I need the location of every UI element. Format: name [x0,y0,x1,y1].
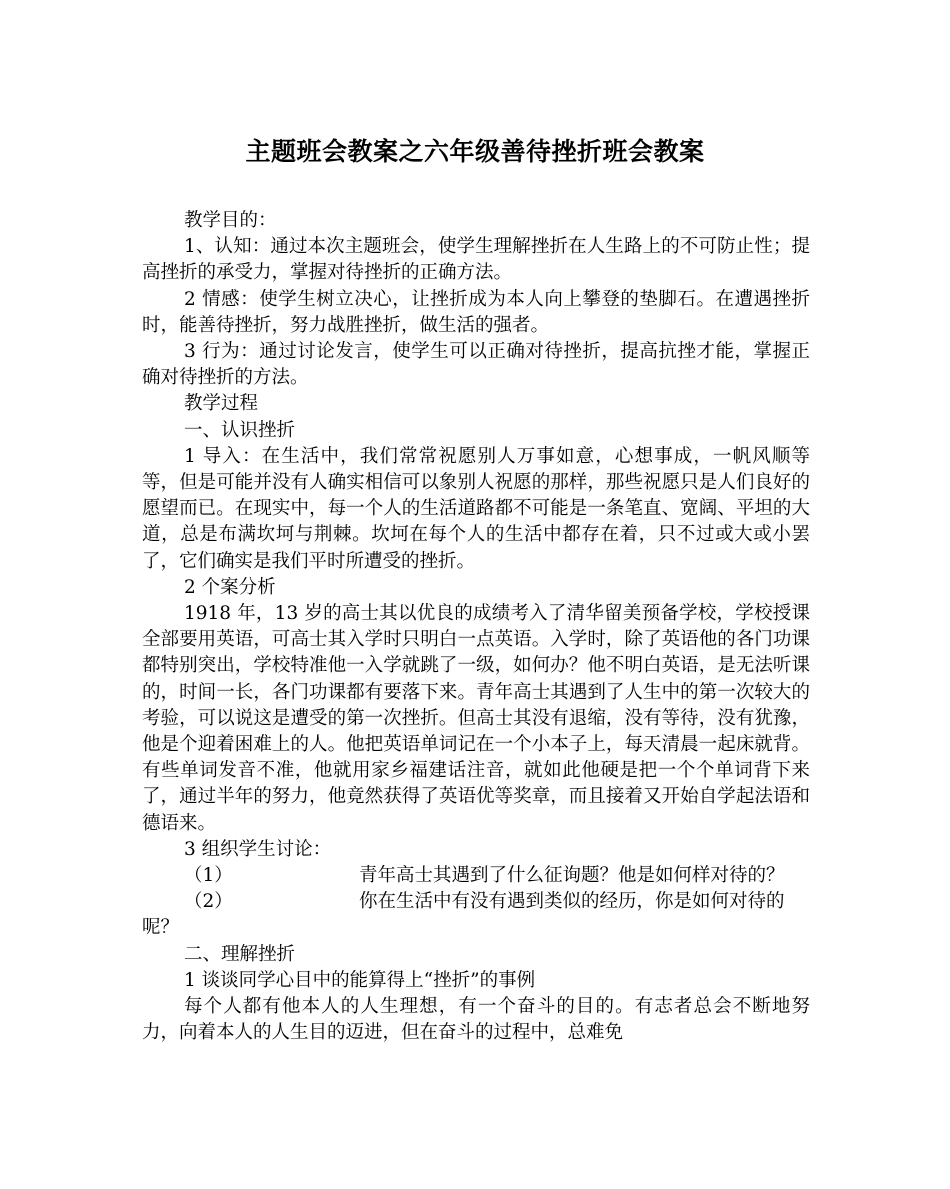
section-heading: 一、认识挫折 [184,419,296,441]
paragraph: 教学目的： [184,210,277,231]
document-body [142,208,810,1047]
paragraph: 2 情感：使学生树立决心，让挫折成为本人向上攀登的垫脚石。在遭遇挫折时，能善待挫折，努力战胜挫折，做生活的强者。 [142,288,810,336]
subsection-heading: 3 组织学生讨论： [184,838,332,860]
question-number: （2） [184,891,233,913]
question-text: 你在生活中有没有遇到类似的经历，你是如何对待的呢？ [142,891,785,939]
question-number: （1） [184,865,233,887]
question-text: 青年高士其遇到了什么征询题？他是如何样对待的？ [359,865,785,887]
paragraph: 1、认知：通过本次主题班会，使学生理解挫折在人生路上的不可防止性；提高挫折的承受力，掌握对待挫折的正确方法。 [142,236,810,284]
subsection-heading: 1 谈谈同学心目中的能算得上“挫折”的事例 [184,969,536,991]
paragraph: 每个人都有他本人的人生理想，有一个奋斗的目的。有志者总会不断地努力，向着本人的人生目的迈进，但在奋斗的过程中，总难免 [142,996,810,1044]
paragraph: 1 导入：在生活中，我们常常祝愿别人万事如意，心想事成，一帆风顺等等，但是可能并没有人确实相信可以象别人祝愿的那样，那些祝愿只是人们良好的愿望而已。在现实中，每一个人的生活道路都不可能是一条笔直、宽阔、平坦的大道，总是布满坎坷与荆棘。坎坷在每个人的生活中都存在着，只不过或大或小罢了，它们确实是我们平时所遭受的挫折。 [142,445,810,572]
paragraph: 3 行为：通过讨论发言，使学生可以正确对待挫折，提高抗挫才能，掌握正确对待挫折的方法。 [142,341,810,389]
paragraph: 1918 年，13 岁的高士其以优良的成绩考入了清华留美预备学校，学校授课全部要用英语，可高士其入学时只明白一点英语。入学时，除了英语他的各门功课都特别突出，学校特准他一入学就跳了一级，如何办？他不明白英语，是无法听课的，时间一长，各门功课都有要落下来。青年高士其遇到了人生中的第一次较大的考验，可以说这是遭受的第一次挫折。但高士其没有退缩，没有等待，没有犹豫，他是个迎着困难上的人。他把英语单词记在一个小本子上，每天清晨一起床就背。有些单词发音不准，他就用家乡福建话注音，就如此他硬是把一个个单词背下来了，通过半年的努力，他竟然获得了英语优等奖章，而且接着又开始自学起法语和德语来。 [142,603,810,834]
section-heading: 教学过程 [184,393,259,415]
discussion-question [142,889,810,941]
subsection-heading: 2 个案分析 [184,576,276,598]
section-heading: 二、理解挫折 [184,943,296,965]
discussion-question [142,863,810,889]
document-title: 主题班会教案之六年级善待挫折班会教案 [245,137,705,166]
